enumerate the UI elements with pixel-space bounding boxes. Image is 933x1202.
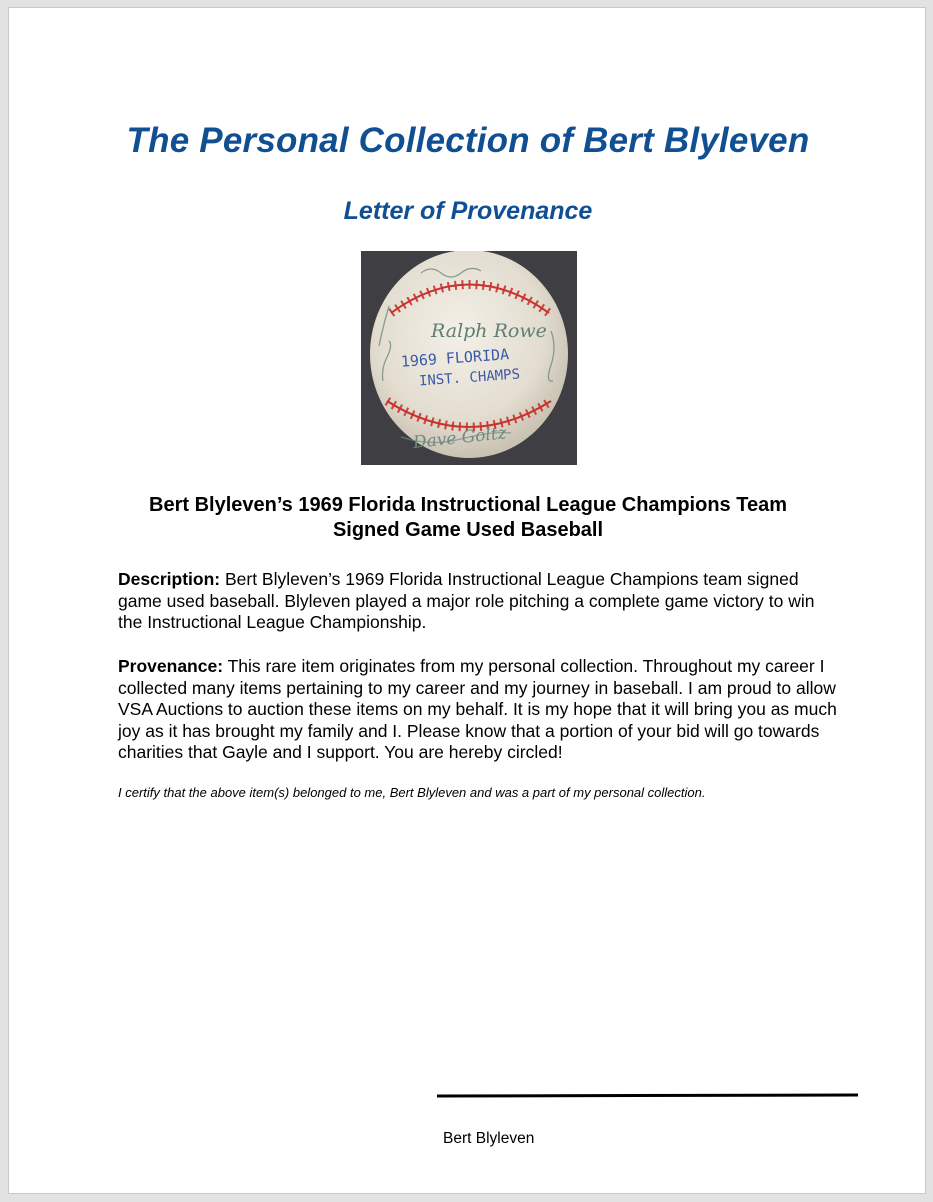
description-paragraph <box>118 569 838 634</box>
description-label: Description: <box>118 569 221 589</box>
signature-line <box>437 1093 858 1097</box>
baseball-signature-ralph: Ralph Rowe <box>431 320 547 342</box>
baseball-signature-dave: Dave Goltz <box>412 423 508 453</box>
baseball-illustration <box>361 251 577 465</box>
item-heading <box>99 493 837 543</box>
page-title: The Personal Collection of Bert Blyleven <box>126 121 810 160</box>
signature-name: Bert Blyleven <box>443 1130 535 1147</box>
provenance-label: Provenance: <box>118 656 224 676</box>
provenance-paragraph <box>118 656 838 764</box>
baseball-inscription-champs: INST. CHAMPS <box>418 366 521 390</box>
item-heading-line2: Signed Game Used Baseball <box>332 519 604 541</box>
item-heading-line1: Bert Blyleven’s 1969 Florida Instructional League Champions Team <box>149 494 787 516</box>
provenance-text: This rare item originates from my personal collection. Throughout my career I collected many items pertaining to my career and my journey in baseball. I am proud to allow VSA Auctions to auction these items on my behalf. It is my hope that it will bring you as much joy as it has brought my family and I. Please know that a portion of your bid will go towards charities that Gayle and I support. You are hereby circled! <box>118 656 837 762</box>
certification-statement: I certify that the above item(s) belonged to me, Bert Blyleven and was a part of my personal collection. <box>118 785 706 800</box>
letter-page <box>8 7 926 1194</box>
baseball-photo <box>361 251 577 465</box>
baseball-inscription-year: 1969 FLORIDA <box>400 345 510 371</box>
description-text: Bert Blyleven’s 1969 Florida Instructional League Champions team signed game used baseball. Blyleven played a major role pitching a complete game victory to win the Instructional League Championship. <box>118 569 815 632</box>
page-subtitle: Letter of Provenance <box>343 197 593 225</box>
